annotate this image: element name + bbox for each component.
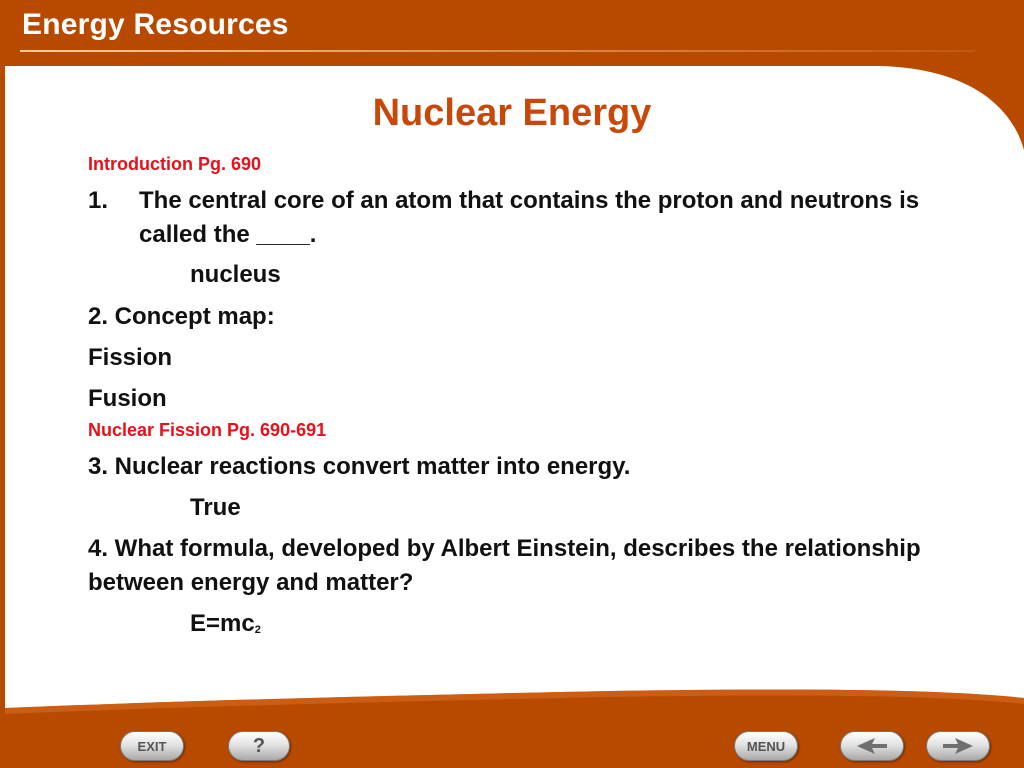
- help-button[interactable]: [228, 731, 290, 761]
- menu-button[interactable]: [734, 731, 798, 761]
- concept-map-item-fission: Fission: [88, 344, 173, 371]
- question-3-text: 3. Nuclear reactions convert matter into energy.: [88, 453, 631, 480]
- help-button-label: ?: [252, 734, 266, 757]
- next-button[interactable]: [926, 731, 990, 761]
- exit-button[interactable]: [120, 731, 184, 761]
- question-1-number: 1.: [88, 187, 109, 214]
- question-1: [88, 184, 938, 252]
- left-arrow-icon: [855, 737, 889, 755]
- header-title: Energy Resources: [22, 8, 289, 41]
- question-4-answer: [88, 607, 938, 645]
- slide-title: Nuclear Energy: [372, 92, 652, 134]
- concept-map-item-fusion: Fusion: [88, 385, 167, 412]
- slide-content: [88, 152, 938, 645]
- menu-button-label: MENU: [746, 738, 786, 754]
- question-3-answer: True: [190, 494, 241, 521]
- right-arrow-icon: [941, 737, 975, 755]
- question-2-text: 2. Concept map:: [88, 303, 275, 330]
- section-label-nuclear-fission: Nuclear Fission Pg. 690-691: [88, 420, 327, 440]
- question-4-answer-base: E=mc: [190, 610, 255, 637]
- previous-button[interactable]: [840, 731, 904, 761]
- question-4-answer-exponent: 2: [254, 624, 261, 636]
- question-1-text: The central core of an atom that contains the proton and neutrons is called the ____.: [139, 187, 920, 248]
- section-label-introduction: Introduction Pg. 690: [88, 154, 262, 174]
- question-4-text: 4. What formula, developed by Albert Einstein, describes the relationship between energy and matter?: [88, 535, 921, 596]
- exit-button-label: EXIT: [137, 738, 167, 754]
- question-1-answer: nucleus: [190, 261, 281, 288]
